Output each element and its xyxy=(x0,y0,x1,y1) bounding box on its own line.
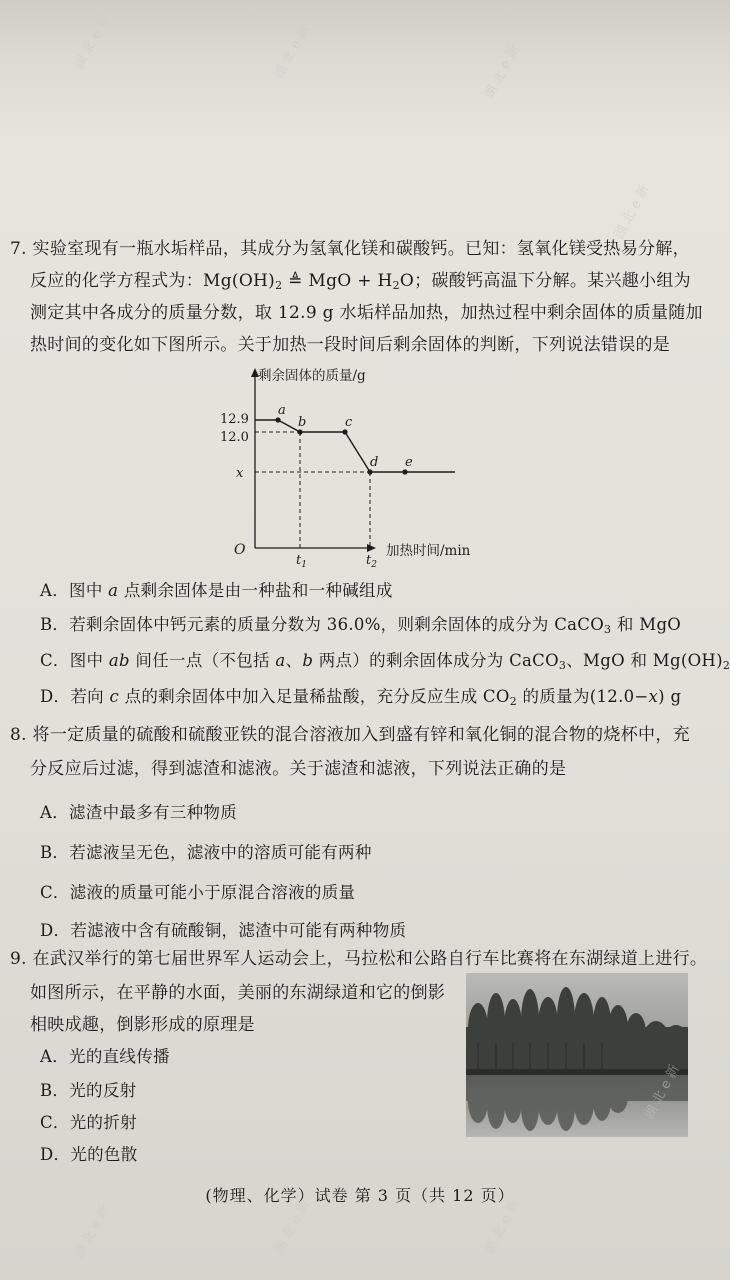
watermark: 湖北e新 xyxy=(481,39,525,102)
q8-stem-line1: 8. 将一定质量的硫酸和硫酸亚铁的混合溶液加入到盛有锌和氧化铜的混合物的烧杯中，充 xyxy=(10,725,690,745)
mass-time-chart xyxy=(200,360,500,570)
ytick-label: 12.0 xyxy=(220,430,249,445)
q7-stem-line1: 7. 实验室现有一瓶水垢样品，其成分为氢氧化镁和碳酸钙。已知：氢氧化镁受热易分解， xyxy=(10,239,690,259)
q7-stem-line4: 热时间的变化如下图所示。关于加热一段时间后剩余固体的判断，下列说法错误的是 xyxy=(30,335,671,355)
q7-stem-line2: 反应的化学方程式为：$Mg(OH)_2$ ≜ MgO + $H_2O$；碳酸钙高温下分解。某兴趣小组为 xyxy=(30,271,691,292)
q8-option-d: D．若滤液中含有硫酸铜，滤渣中可能有两种物质 xyxy=(40,921,407,940)
x-axis-label: 加热时间/min xyxy=(386,543,471,559)
q8-option-b: B．若滤液呈无色，滤液中的溶质可能有两种 xyxy=(40,843,372,862)
point-label-b: b xyxy=(298,415,307,430)
data-point-c xyxy=(342,429,347,434)
q8-stem-line2: 分反应后过滤，得到滤渣和滤液。关于滤渣和滤液，下列说法正确的是 xyxy=(30,759,567,779)
watermark: 湖北e新 xyxy=(271,19,315,82)
watermark: 湖北e新 xyxy=(481,1194,525,1257)
point-label-c: c xyxy=(345,415,353,430)
q7-option-b: B．若剩余固体中钙元素的质量分数为 36.0%，则剩余固体的成分为 CaCO$_3$ 和 MgO xyxy=(40,615,682,636)
q9-option-c: C．光的折射 xyxy=(40,1113,137,1132)
page-footer: (物理、化学）试卷 第 3 页（共 12 页） xyxy=(205,1186,515,1205)
point-label-e: e xyxy=(405,455,413,470)
xtick-label: $t_2$ xyxy=(366,553,377,570)
point-label-d: d xyxy=(370,455,379,470)
q7-option-a: A．图中 a 点剩余固体是由一种盐和一种碱组成 xyxy=(40,581,393,600)
data-point-d xyxy=(367,469,372,474)
data-point-b xyxy=(297,429,302,434)
ytick-label: 12.9 xyxy=(220,412,249,427)
point-label-a: a xyxy=(278,403,286,418)
q9-option-a: A．光的直线传播 xyxy=(40,1047,170,1066)
q7-option-c: C．图中 ab 间任一点（不包括 a、b 两点）的剩余固体成分为 CaCO$_3$、MgO 和 $Mg(OH)_2$ xyxy=(40,651,730,672)
origin-label: O xyxy=(234,542,246,558)
data-point-e xyxy=(402,469,407,474)
watermark: 湖北e新 xyxy=(71,1199,115,1262)
watermark: 湖北e新 xyxy=(641,1059,685,1122)
q9-stem-line3: 相映成趣，倒影形成的原理是 xyxy=(30,1015,255,1035)
y-axis-label: 剩余固体的质量/g xyxy=(258,368,366,384)
q9-stem-line1: 9. 在武汉举行的第七届世界军人运动会上，马拉松和公路自行车比赛将在东湖绿道上进行。 xyxy=(10,949,708,969)
q7-option-d: D．若向 c 点的剩余固体中加入足量稀盐酸，充分反应生成 $CO_2$ 的质量为(12.0−x) g xyxy=(40,687,682,708)
ytick-label: x xyxy=(236,466,244,481)
xtick-label: $t_1$ xyxy=(296,553,307,570)
q9-option-d: D．光的色散 xyxy=(40,1145,138,1164)
watermark: 湖北e新 xyxy=(271,1194,315,1257)
q7-stem-line3: 测定其中各成分的质量分数，取 12.9 g 水垢样品加热，加热过程中剩余固体的质量随加 xyxy=(30,303,703,323)
q8-option-a: A．滤渣中最多有三种物质 xyxy=(40,803,238,822)
watermark: 湖北e新 xyxy=(611,179,655,242)
q9-stem-line2: 如图所示，在平静的水面，美丽的东湖绿道和它的倒影 xyxy=(30,983,446,1003)
data-point-a xyxy=(275,417,280,422)
mass-curve xyxy=(255,420,455,472)
q8-option-c: C．滤液的质量可能小于原混合溶液的质量 xyxy=(40,883,356,902)
q9-option-b: B．光的反射 xyxy=(40,1081,137,1100)
watermark: 湖北e新 xyxy=(71,9,115,72)
x-axis-arrow xyxy=(367,544,376,552)
